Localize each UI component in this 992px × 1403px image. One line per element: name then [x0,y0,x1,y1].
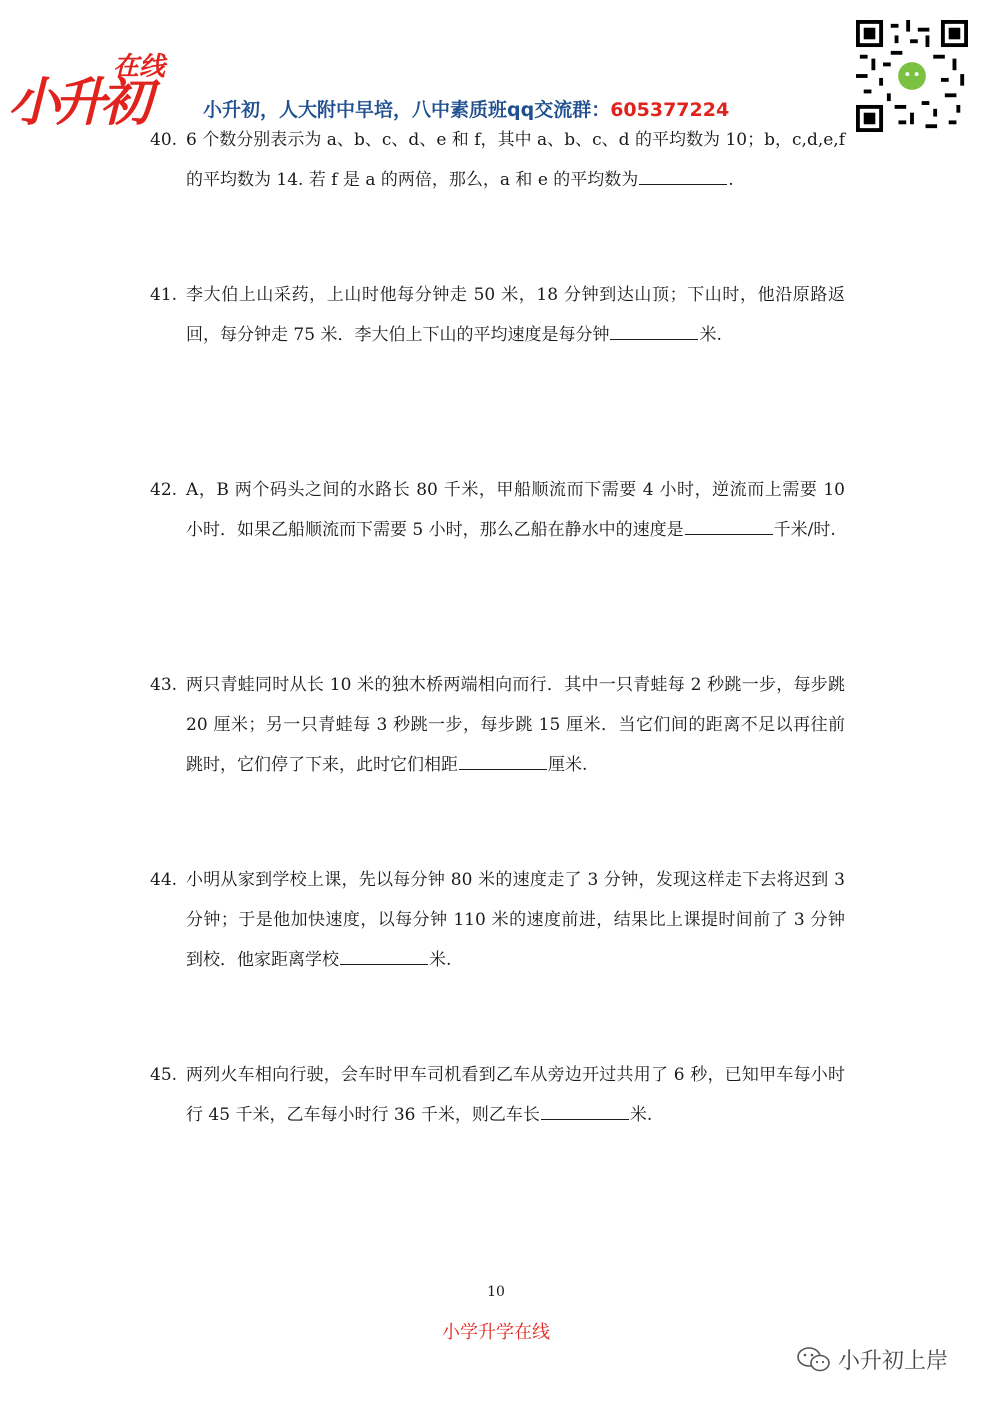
question-text [186,860,845,980]
question-tail: 米. [699,325,722,345]
question-number: 43. [150,675,178,695]
question-number: 41. [150,285,178,305]
question-text [186,470,845,550]
question-number: 44. [150,870,178,890]
qr-code-icon [856,20,968,132]
question-number: 40. [150,130,178,150]
question-tail: 厘米. [548,755,588,775]
question-text [186,665,845,785]
watermark-text: 小升初上岸 [838,1349,949,1374]
answer-blank [541,1100,629,1120]
question-tail: 千米/时. [773,520,836,540]
question-text [186,1055,845,1135]
question-stem: A，B 两个码头之间的水路长 80 千米，甲船顺流而下需要 4 小时，逆流而上需要 10 小时．如果乙船顺流而下需要 5 小时，那么乙船在静水中的速度是 [186,480,845,540]
question-stem: 6 个数分别表示为 a、b、c、d、e 和 f，其中 a、b、c、d 的平均数为 10；b，c,d,e,f 的平均数为 14. 若 f 是 a 的两倍，那么，a 和 e 的平均数为 [186,130,845,190]
answer-blank [639,165,727,185]
wechat-icon [796,1346,832,1374]
question-stem: 李大伯上山采药，上山时他每分钟走 50 米，18 分钟到达山顶；下山时，他沿原路返回，每分钟走 75 米．李大伯上下山的平均速度是每分钟 [186,285,845,345]
question-number: 42. [150,480,178,500]
answer-blank [685,515,773,535]
watermark [796,1344,948,1375]
question-42 [150,470,845,550]
answer-blank [610,320,698,340]
banner-text: 小升初，人大附中早培，八中素质班qq交流群： [203,99,611,121]
answer-blank [340,945,428,965]
question-41 [150,275,845,355]
question-stem: 两列火车相向行驶，会车时甲车司机看到乙车从旁边开过共用了 6 秒，已知甲车每小时行 45 千米，乙车每小时行 36 千米，则乙车长 [186,1065,845,1125]
question-45 [150,1055,845,1135]
logo [8,38,173,133]
question-stem: 小明从家到学校上课，先以每分钟 80 米的速度走了 3 分钟，发现这样走下去将迟到 3 分钟；于是他加快速度，以每分钟 110 米的速度前进，结果比上课提时间前了 3 分钟到校．他家距离学校 [186,870,845,970]
question-stem: 两只青蛙同时从长 10 米的独木桥两端相向而行．其中一只青蛙每 2 秒跳一步，每步跳 20 厘米；另一只青蛙每 3 秒跳一步，每步跳 15 厘米．当它们间的距离不足以再往前跳时，它们停了下来，此时它们相距 [186,675,845,775]
logo-sub: 在线 [113,52,166,82]
question-text [186,120,845,200]
question-number: 45. [150,1065,178,1085]
qq-number: 605377224 [610,99,730,121]
question-44 [150,860,845,980]
logo-main: 小升初 [8,73,147,133]
question-text [186,275,845,355]
question-tail: 米. [429,950,452,970]
question-tail: . [728,170,734,190]
page-number: 10 [487,1284,505,1300]
question-40 [150,120,845,200]
answer-blank [459,750,547,770]
header-banner [203,95,729,122]
question-tail: 米. [629,1105,653,1125]
footer-text: 小学升学在线 [442,1322,550,1343]
question-43 [150,665,845,785]
